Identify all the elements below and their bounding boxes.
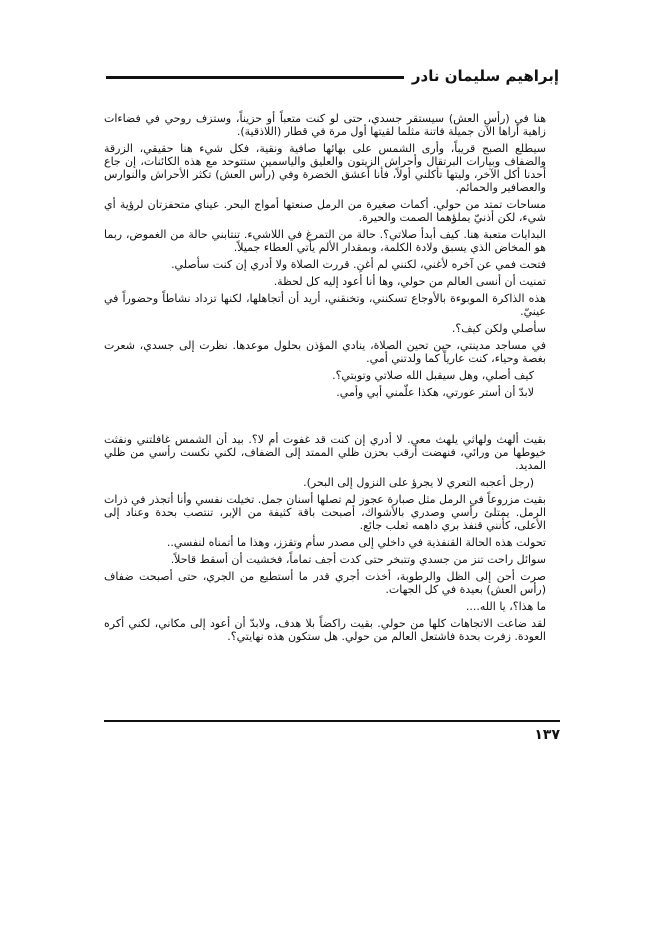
section-gap bbox=[104, 403, 560, 433]
paragraph: صرت أحن إلى الظل والرطوبة، أخذت أجري قدر ما أستطيع من الجري، حتى أصبحت ضفاف (رأس العش) بعيدة في كل الجهات. bbox=[104, 570, 546, 596]
paragraph: فتحت فمي عن آخره لأغني، لكنني لم أغنِ. قررت الصلاة ولا أدري إن كنت سأصلي. bbox=[171, 258, 546, 271]
paragraph: ما هذا؟، يا الله.... bbox=[465, 600, 546, 613]
paragraph: سأصلي ولكن كيف؟. bbox=[451, 322, 546, 335]
paragraph: مساحات تمتد من حولي. أكمات صغيرة من الرمل صنعتها أمواج البحر. عيناي متحفزتان لرؤية أي شيء، لكن أذنيّ يملؤهما الصمت والحيرة. bbox=[104, 198, 546, 224]
paragraph: سوائل راحت تنز من جسدي وتتبخر حتى كدت أجف تماماً، فخشيت أن أسقط قاحلاً. bbox=[170, 553, 546, 566]
paragraph: البدايات متعبة هنا. كيف أبدأ صلاتي؟. حالة من التمرغ في اللاشيء. تنتابني حالة من الغموض، ربما هو المخاض الذي يسبق ولادة الكلمة، وبمقدار الألم يأتي العطاء جميلاً. bbox=[104, 228, 546, 254]
paragraph: لقد ضاعت الاتجاهات كلها من حولي. بقيت راكضاً بلا هدف، ولابدّ أن أعود إلى مكاني، لكني أكره العودة. زفرت بحدة فاشتعل العالم من حولي. هل ستكون هذه نهايتي؟. bbox=[104, 617, 546, 643]
paragraph: تمنيت أن أنسى العالم من حولي، وها أنا أعود إليه كل لحظة. bbox=[273, 275, 546, 288]
paragraph: لابدّ أن أستر عورتي، هكذا علّمني أبي وأمي. bbox=[336, 386, 534, 399]
paragraph: في مساجد مدينتي، حين تحين الصلاة، ينادي المؤذن بحلول موعدها. نظرت إلى جسدي، شعرت بغصة وحياء، كنت عارياً كما ولدتني أمي. bbox=[104, 339, 546, 365]
header-rule bbox=[106, 76, 441, 79]
paragraph: هذه الذاكرة الموبوءة بالأوجاع تسكنني، وتخنقني، أريد أن أتجاهلها، لكنها تزداد نشاطاً وحضوراً في عينيّ. bbox=[104, 292, 546, 318]
paragraph: هنا في (رأس العش) سيستقر جسدي، حتى لو كنت متعباً أو حزيناً، وستزف روحي في فضاءات زاهية أراها الآن جميلة فاتنة مثلما لقيتها أول مرة في قطار (اللاذقية). bbox=[104, 112, 546, 138]
paragraph: كيف أصلي، وهل سيقبل الله صلاتي وتوبتي؟. bbox=[332, 369, 534, 382]
paragraph: (رجل أعجبه التعري لا يجرؤ على النزول إلى البحر). bbox=[303, 476, 534, 489]
paragraph: بقيت مزروعاً في الرمل مثل صبارة عجوز لم تصلها أسنان جمل. تخيلت نفسي وأنا أتجذر في ذرات الرمل. يمتلئ رأسي وصدري بالأشواك، أصبحت باقة كثيفة من الإبر، تنتصب بحدة وعناد إلى الأعلى، كأنني قنفذ بري داهمه ثعلب جائع. bbox=[104, 493, 546, 532]
body-text bbox=[104, 112, 560, 647]
page-number: ١٣٧ bbox=[534, 727, 560, 743]
running-header bbox=[106, 66, 559, 86]
paragraph: بقيت ألهث ولهاثي يلهث معي. لا أدري إن كنت قد غفوت أم لا؟. بيد أن الشمس غافلتني ونفثت خيوطها من ورائي، فنهضت أرقب بحزن ظلي الممتد إلى الضفاف، لكني نكست رأسي من ظلي المديد. bbox=[104, 433, 546, 472]
author-name: إبراهيم سليمان نادر bbox=[404, 66, 559, 86]
paragraph: سيطلع الصبح قريباً، وأرى الشمس على بهائها صافية ونقية، فكل شيء هنا حقيقي، الزرقة والضفاف وبيارات البرتقال وأحراش الزيتون والعليق والياسمين ستتوحد مع هذه الكائنات، إن جاع أحدنا أكل الآخر، وليتها تأكلني أولاً، فأنا أعشق الخضرة وفي (رأس العش) تكثر الأحراش والنوارس والعصافير والحمائم. bbox=[104, 142, 546, 194]
paragraph: تحولت هذه الحالة القنفذية في داخلي إلى مصدر سأم وتقزز، وهذا ما أتمناه لنفسي.. bbox=[166, 536, 546, 549]
footer-rule bbox=[104, 720, 560, 722]
